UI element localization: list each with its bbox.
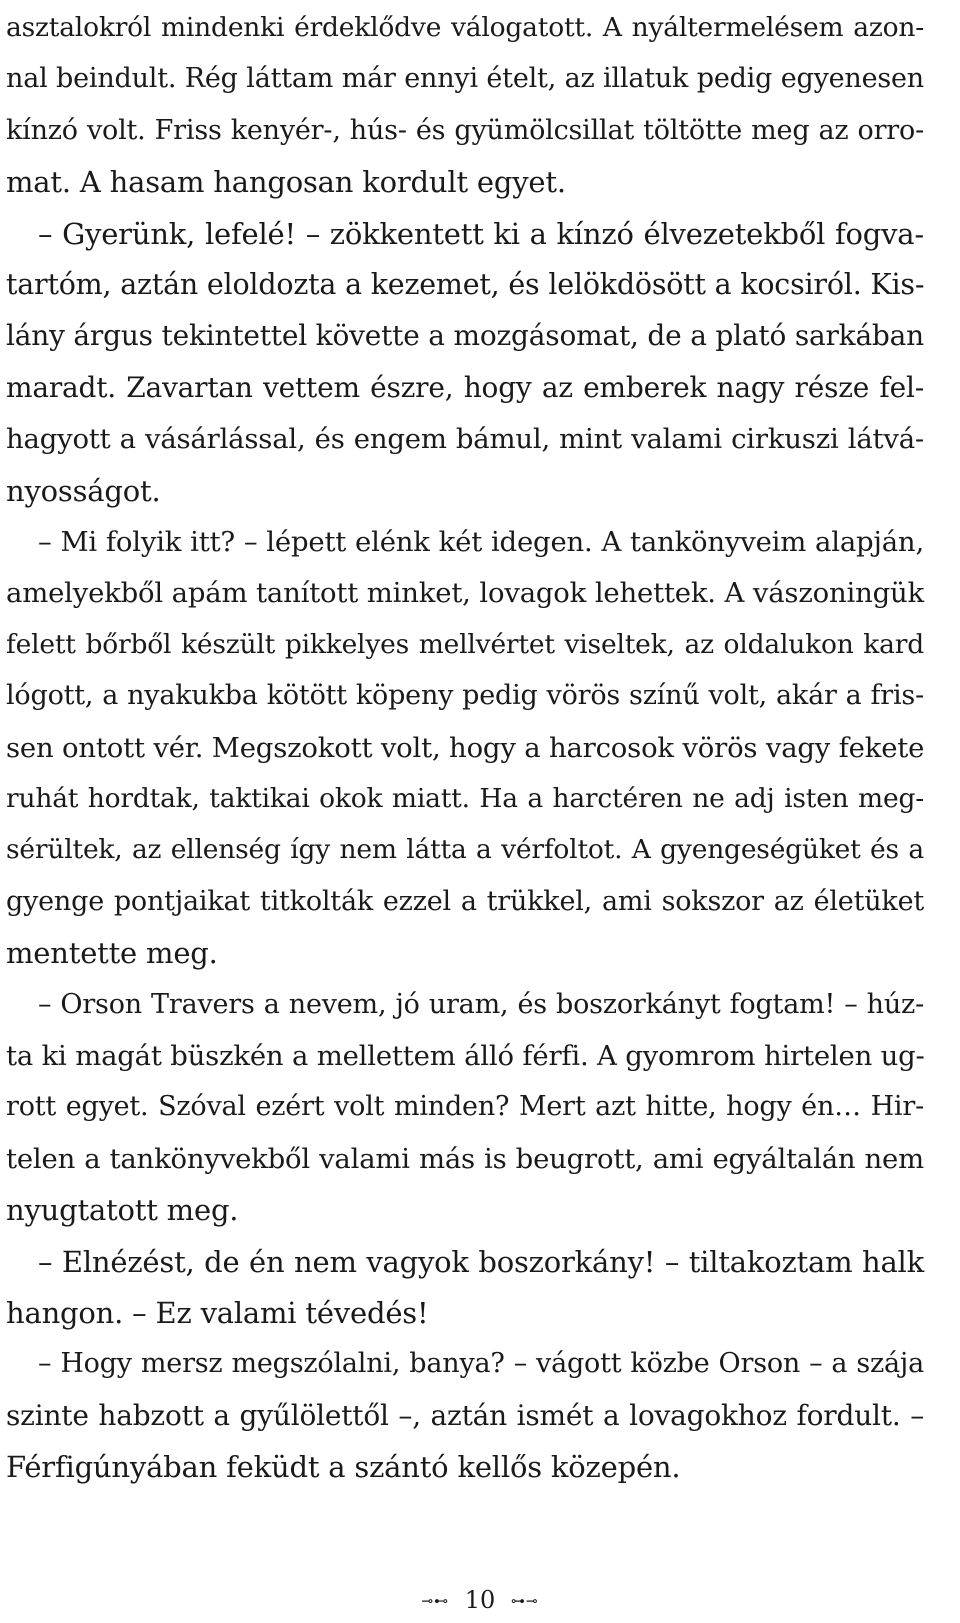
text-line: Férfigúnyában feküdt a szántó kellős közepén.: [6, 1450, 681, 1485]
text-line: – Gyerünk, lefelé! – zökkentett ki a kínzó élvezetekből fogva-: [38, 216, 924, 251]
right-ornament-icon: ⊶⊸: [510, 1593, 539, 1610]
text-line: nal beindult. Rég láttam már ennyi ételt, az illatuk pedig egyenesen: [6, 63, 924, 95]
page-number: 10: [464, 1586, 496, 1614]
text-line: mentette meg.: [6, 936, 218, 971]
text-line: – Orson Travers a nevem, jó uram, és boszorkányt fogtam! – húz-: [38, 988, 924, 1020]
text-line: telen a tankönyvekből valami más is beugrott, ami egyáltalán nem: [6, 1142, 924, 1175]
text-line: kínzó volt. Friss kenyér-, hús- és gyümölcsillat töltötte meg az orro-: [6, 114, 924, 146]
text-line: nyosságot.: [6, 473, 161, 508]
page-footer: [0, 1585, 960, 1617]
text-line: ruhát hordtak, taktikai okok miatt. Ha a harctéren ne adj isten meg-: [6, 783, 924, 814]
text-line: – Elnézést, de én nem vagyok boszorkány! – tiltakoztam halk: [38, 1244, 924, 1279]
left-ornament-icon: ⊸⊷: [421, 1593, 450, 1610]
text-line: felett bőrből készült pikkelyes mellvértet viseltek, az oldalukon kard: [6, 628, 924, 660]
text-line: hagyott a vásárlással, és engem bámul, mint valami cirkuszi látvá-: [6, 423, 924, 456]
text-line: lány árgus tekintettel követte a mozgásomat, de a plató sarkában: [6, 319, 924, 353]
text-line: tartóm, aztán eloldozta a kezemet, és lelökdösött a kocsiról. Kis-: [6, 268, 925, 301]
text-line: hangon. – Ez valami tévedés!: [6, 1296, 429, 1330]
text-line: rott egyet. Szóval ezért volt minden? Mert azt hitte, hogy én… Hir-: [6, 1091, 924, 1123]
text-line: sen ontott vér. Megszokott volt, hogy a harcosok vörös vagy fekete: [6, 731, 925, 764]
text-line: asztalokról mindenki érdeklődve válogatott. A nyáltermelésem azon-: [6, 12, 924, 43]
text-line: nyugtatott meg.: [6, 1193, 239, 1228]
text-line: maradt. Zavartan vettem észre, hogy az emberek nagy része fel-: [6, 370, 924, 404]
text-line: mat. A hasam hangosan kordult egyet.: [6, 165, 566, 200]
text-line: – Hogy mersz megszólalni, banya? – vágott közbe Orson – a szája: [38, 1348, 924, 1380]
text-line: – Mi folyik itt? – lépett elénk két idegen. A tankönyveim alapján,: [38, 526, 924, 558]
text-line: lógott, a nyakukba kötött köpeny pedig vörös színű volt, akár a fris-: [6, 680, 924, 712]
text-line: amelyekből apám tanított minket, lovagok lehettek. A vászoningük: [6, 577, 924, 610]
text-line: gyenge pontjaikat titkolták ezzel a trükkel, ami sokszor az életüket: [6, 885, 924, 917]
text-line: sérültek, az ellenség így nem látta a vérfoltot. A gyengeségüket és a: [6, 834, 924, 866]
text-line: ta ki magát büszkén a mellettem álló férfi. A gyomrom hirtelen ug-: [6, 1040, 925, 1072]
text-line: szinte habzott a gyűlölettől –, aztán ismét a lovagokhoz fordult. –: [6, 1398, 924, 1432]
